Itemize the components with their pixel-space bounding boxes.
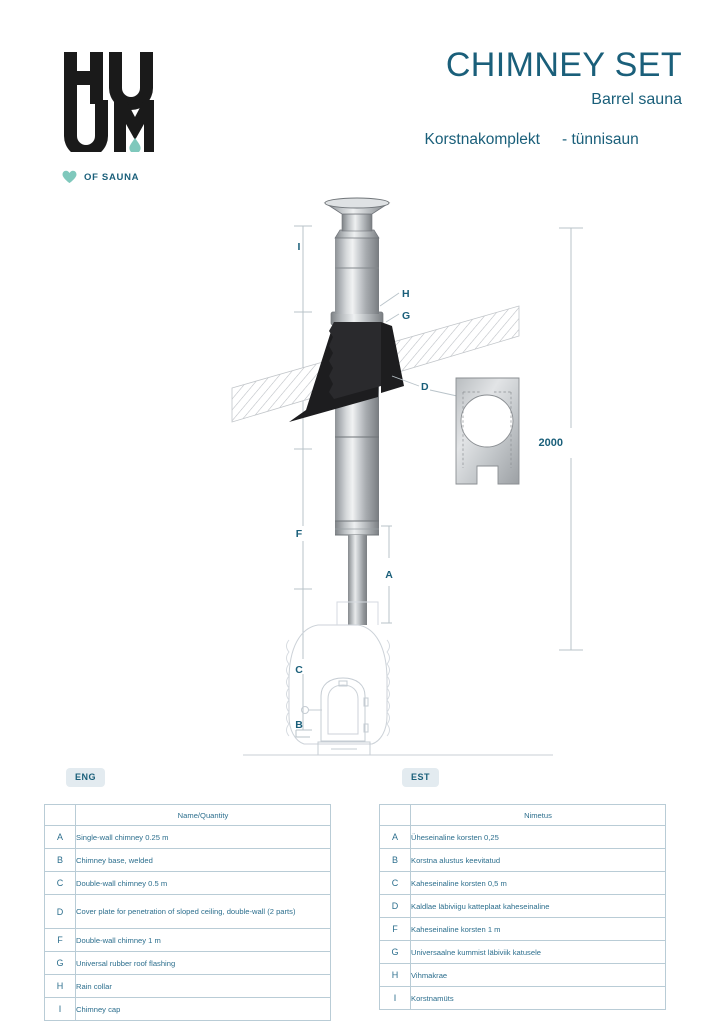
table-row [45,895,331,929]
callout-label-B: B [295,719,303,731]
huum-logo [64,52,154,152]
table-header-row [380,805,666,826]
callout-label-H: H [402,288,410,300]
row-letter: F [45,929,76,952]
chimney-base-welded [335,521,379,535]
callout-label-A: A [385,569,393,581]
row-name: Cover plate for penetration of sloped ceiling, double-wall (2 parts) [76,895,331,929]
table-header-row [45,805,331,826]
row-name: Korstnamüts [411,993,454,1003]
cover-plate-leader [430,390,457,396]
row-name: Single-wall chimney 0.25 m [76,826,331,849]
cover-plate-detail [456,378,519,484]
row-letter: I [380,987,411,1010]
chimney-upper-body [335,238,379,314]
row-name: Chimney base, welded [76,849,331,872]
callout-label-C: C [295,664,303,676]
table-row [45,872,331,895]
row-letter: D [45,895,76,929]
callout-label-G: G [402,310,411,322]
row-name: Üheseinaline korsten 0,25 [411,826,666,849]
table-row [45,975,331,998]
header [262,48,682,149]
chimney-cap [325,198,389,238]
tagline-text: OF SAUNA [84,171,140,183]
table-row [380,849,666,872]
table-row [380,964,666,987]
table-row [380,941,666,964]
heart-icon [62,170,77,184]
page-title-estonian-row [262,131,682,149]
row-letter: I [45,998,76,1021]
table-row [380,987,666,1010]
table-row [380,918,666,941]
row-name: Rain collar [76,975,331,998]
row-letter: A [45,826,76,849]
overall-dimension [539,228,583,650]
chimney-double-wall-0.5m [335,437,379,521]
brand-tagline [62,170,139,184]
page-subtitle-estonian: - tünnisaun [562,131,639,149]
table-header-name: Nimetus [411,805,666,826]
table-row [45,929,331,952]
row-letter: A [380,826,411,849]
table-row [45,826,331,849]
row-name: Chimney cap [76,1004,121,1014]
callout-label-I: I [297,241,301,253]
row-letter: D [380,895,411,918]
row-name: Kaheseinaline korsten 0,5 m [411,872,666,895]
page-title: CHIMNEY SET [445,46,682,84]
table-header-letter [45,805,76,826]
language-badge-est[interactable]: EST [402,768,439,787]
table-header-name: Name/Quantity [76,805,331,826]
parts-table-est [379,804,666,1010]
row-letter: H [380,964,411,987]
chimney-assembly-diagram [0,196,724,766]
sauna-stove-outline [287,602,390,755]
row-letter: C [380,872,411,895]
row-letter: H [45,975,76,998]
callout-label-D: D [421,381,429,393]
page-title-estonian: Korstnakomplekt [424,131,540,149]
table-row [380,895,666,918]
row-letter: G [45,952,76,975]
parts-table-eng [44,804,331,1021]
page-subtitle: Barrel sauna [591,90,682,108]
table-row [45,849,331,872]
overall-dimension-label: 2000 [538,437,563,449]
row-name: Double-wall chimney 1 m [76,929,331,952]
segment-dimension-ladder [294,226,312,737]
row-letter: G [380,941,411,964]
row-letter: F [380,918,411,941]
chimney-diagram-svg [0,196,724,766]
row-name: Vihmakrae [411,964,666,987]
row-name: Kaldlae läbiviigu katteplaat kaheseinaline [411,895,666,918]
table-row [380,872,666,895]
table-row [45,952,331,975]
row-letter: B [380,849,411,872]
row-name: Double-wall chimney 0.5 m [76,872,331,895]
row-name: Universaalne kummist läbiviik katusele [411,941,666,964]
chimney-single-wall-0.25m [348,535,367,625]
table-header-letter [380,805,411,826]
row-name: Korstna alustus keevitatud [411,849,666,872]
huum-logo-mark [64,52,154,152]
row-letter: B [45,849,76,872]
table-row [45,998,331,1021]
table-row [380,826,666,849]
row-letter: C [45,872,76,895]
row-name: Universal rubber roof flashing [76,952,331,975]
row-name: Kaheseinaline korsten 1 m [411,918,666,941]
language-badge-eng[interactable]: ENG [66,768,105,787]
callout-label-F: F [295,528,303,540]
